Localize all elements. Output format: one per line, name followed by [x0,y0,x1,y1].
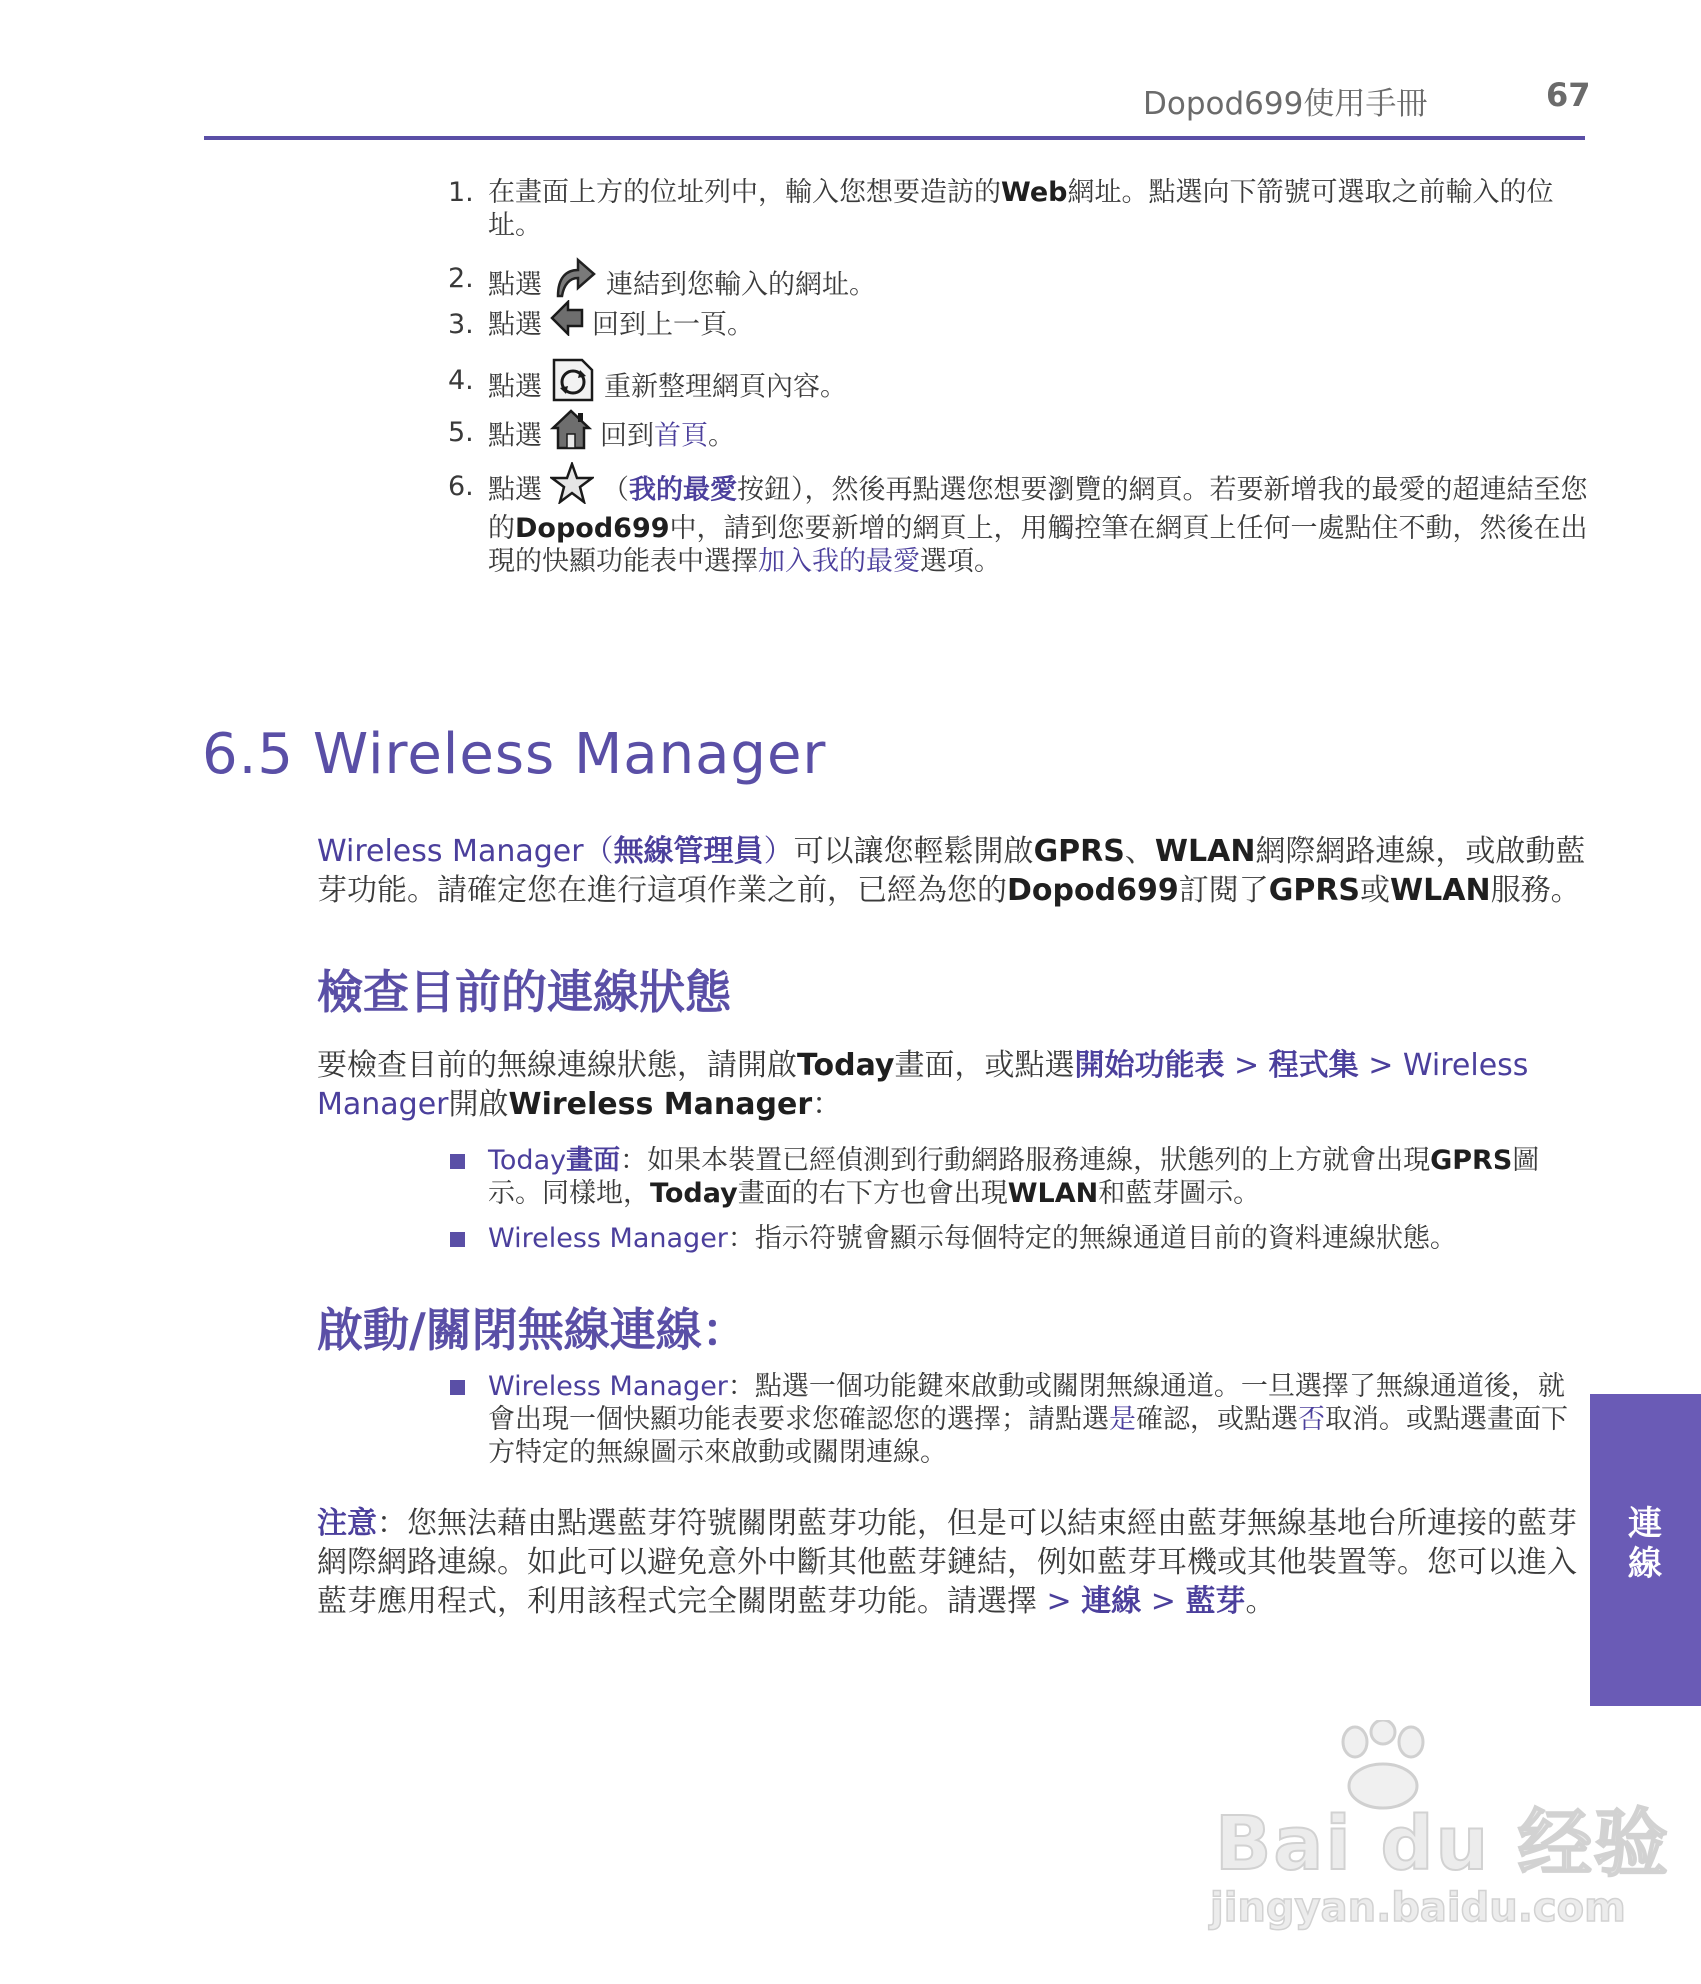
step-6: 6. 點選 （我的最愛按鈕），然後再點選您想要瀏覽的網頁。若要新增我的最愛的超連結至您的Dopod699中，請到您要新增的網頁上，用觸控筆在網頁上任何一處點住不動，然後在出現的快顯功能表中選擇加入我的最愛選項。 [448,470,1590,578]
running-header-title: Dopod699使用手冊 [1143,86,1428,122]
note-paragraph: 注意：您無法藉由點選藍芽符號關閉藍芽功能，但是可以結束經由藍芽無線基地台所連接的藍芽網際網路連線。如此可以避免意外中斷其他藍芽鏈結，例如藍芽耳機或其他裝置等。您可以進入藍芽應用程式，利用該程式完全關閉藍芽功能。請選擇 > 連線 > 藍芽。 [317,1506,1577,1619]
step-number: 5. [448,417,474,448]
toggle-wireless-heading: 啟動/關閉無線連線： [317,1303,748,1357]
check-paragraph: 要檢查目前的無線連線狀態，請開啟Today畫面，或點選開始功能表 > 程式集 > Wireless Manager開啟Wireless Manager： [317,1048,1529,1122]
step-3: 3. 點選 回到上一頁。 [448,308,1590,344]
page-number: 67 [1546,76,1591,114]
bullet-wireless-manager: Wireless Manager：指示符號會顯示每個特定的無線通道目前的資料連線狀態。 [450,1222,1590,1255]
favorites-star-icon [550,462,594,512]
baidu-watermark [1195,1720,1670,1950]
bullet-toggle: Wireless Manager：點選一個功能鍵來啟動或關閉無線通道。一旦選擇了無線通道後，就會出現一個快顯功能表要求您確認您的選擇；請點選是確認，或點選否取消。或點選畫面下方特定的無線圖示來啟動或關閉連線。 [450,1370,1590,1469]
section-title: 6.5 Wireless Manager [202,722,827,787]
check-status-heading: 檢查目前的連線狀態 [317,965,731,1019]
step-number: 3. [448,309,474,340]
bullet-marker [450,1380,465,1395]
step-1 [448,176,1590,242]
refresh-icon [550,356,596,412]
intro-paragraph: Wireless Manager（無線管理員）可以讓您輕鬆開啟GPRS、WLAN網際網路連線，或啟動藍芽功能。請確定您在進行這項作業之前，已經為您的Dopod699訂閱了GPRS或WLAN服務。 [317,834,1586,908]
chapter-tab-label: 連線 [1628,1504,1662,1584]
home-icon [550,408,592,458]
step-5: 5. 點選 回到首頁。 [448,416,1590,458]
step-number: 6. [448,471,474,502]
bullet-marker [450,1232,465,1247]
back-arrow-icon [550,300,584,344]
bullet-today: Today畫面：如果本裝置已經偵測到行動網路服務連線，狀態列的上方就會出現GPRS圖示。同樣地，Today畫面的右下方也會出現WLAN和藍芽圖示。 [450,1144,1590,1210]
step-text: 在畫面上方的位址列中，輸入您想要造訪的Web網址。點選向下箭號可選取之前輸入的位址。 [488,177,1554,241]
chapter-side-tab [1590,1394,1701,1706]
step-2: 2. 點選 連結到您輸入的網址。 [448,262,1590,310]
header-rule [204,136,1585,140]
step-4: 4. 點選 重新整理網頁內容。 [448,364,1590,412]
watermark-url: jingyan.baidu.com [1210,1885,1626,1931]
step-number: 4. [448,365,474,396]
bullet-marker [450,1154,465,1169]
step-number: 2. [448,263,474,294]
watermark-brand: Bai du 经验 [1215,1801,1670,1887]
step-number: 1. [448,177,474,208]
